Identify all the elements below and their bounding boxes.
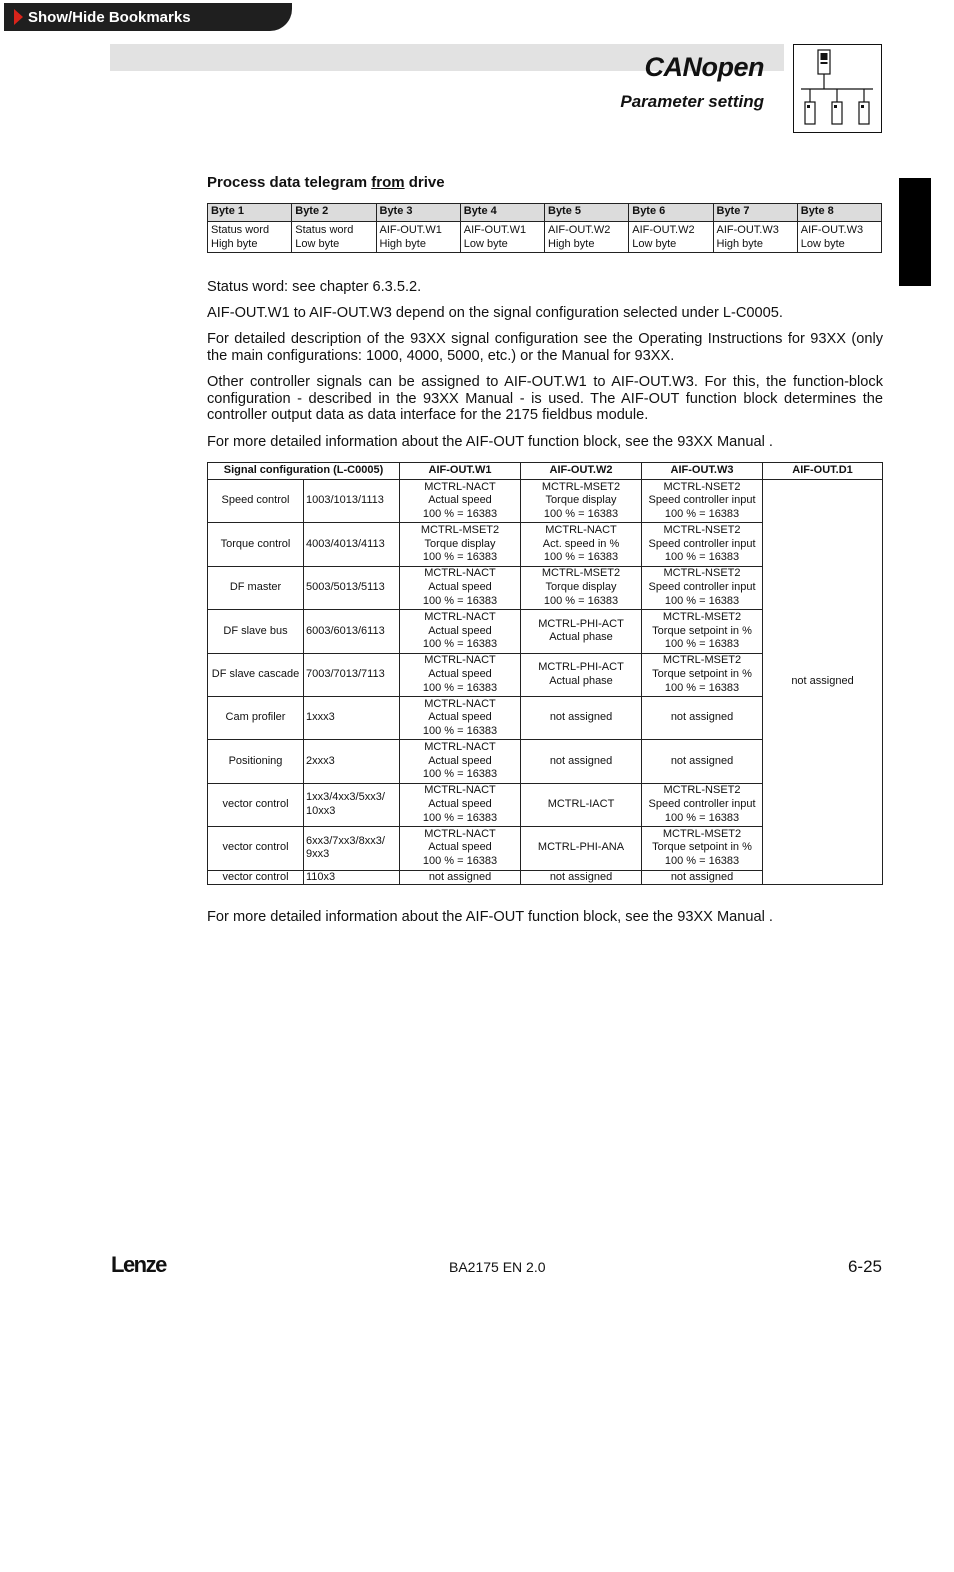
aif-out-w2-cell: MCTRL-PHI-ACT Actual phase	[521, 653, 642, 696]
aif-out-w1-cell: MCTRL-NACT Actual speed 100 % = 16383	[400, 783, 521, 826]
byte-table	[207, 203, 882, 253]
config-codes-cell: 7003/7013/7113	[304, 653, 400, 696]
network-topology-icon	[793, 44, 882, 133]
aif-out-w3-cell: MCTRL-MSET2 Torque setpoint in % 100 % = 16383	[642, 827, 763, 870]
aif-out-d1-cell: not assigned	[763, 480, 883, 885]
config-codes-cell: 4003/4013/4113	[304, 523, 400, 566]
header-aif-out-w2: AIF-OUT.W2	[521, 463, 642, 480]
byte-table-header-row	[208, 204, 882, 222]
byte-header: Byte 4	[460, 204, 544, 222]
aif-out-w2-cell: MCTRL-MSET2 Torque display 100 % = 16383	[521, 480, 642, 523]
aif-out-w1-cell: MCTRL-NACT Actual speed 100 % = 16383	[400, 827, 521, 870]
config-name-cell: Cam profiler	[208, 696, 304, 739]
config-name-cell: Torque control	[208, 523, 304, 566]
config-name-cell: DF slave cascade	[208, 653, 304, 696]
show-hide-bookmarks-button[interactable]	[4, 3, 292, 31]
config-name-cell: vector control	[208, 870, 304, 885]
config-codes-cell: 1003/1013/1113	[304, 480, 400, 523]
byte-cell: AIF-OUT.W3 High byte	[713, 222, 797, 253]
aif-out-w2-cell: MCTRL-PHI-ANA	[521, 827, 642, 870]
chapter-tab-marker	[899, 178, 931, 286]
config-codes-cell: 5003/5013/5113	[304, 566, 400, 609]
byte-header: Byte 1	[208, 204, 292, 222]
config-codes-cell: 110x3	[304, 870, 400, 885]
aif-out-w3-cell: not assigned	[642, 740, 763, 783]
byte-cell: Status word High byte	[208, 222, 292, 253]
byte-cell: AIF-OUT.W1 Low byte	[460, 222, 544, 253]
signal-table-header-row	[208, 463, 883, 480]
aif-out-w3-cell: MCTRL-MSET2 Torque setpoint in % 100 % = 16383	[642, 653, 763, 696]
config-name-cell: DF slave bus	[208, 610, 304, 653]
lenze-logo: Lenze	[111, 1252, 166, 1277]
byte-cell: Status word Low byte	[292, 222, 376, 253]
byte-header: Byte 2	[292, 204, 376, 222]
bookmarks-button-label: Show/Hide Bookmarks	[28, 8, 191, 26]
page-subtitle: Parameter setting	[620, 92, 764, 111]
aif-out-w3-cell: MCTRL-NSET2 Speed controller input 100 % = 16383	[642, 523, 763, 566]
header-signal-configuration: Signal configuration (L-C0005)	[208, 463, 400, 480]
config-name-cell: Positioning	[208, 740, 304, 783]
aif-out-w1-cell: MCTRL-NACT Actual speed 100 % = 16383	[400, 696, 521, 739]
aif-out-w3-cell: MCTRL-NSET2 Speed controller input 100 % = 16383	[642, 566, 763, 609]
paragraph-signal-configuration: For detailed description of the 93XX signal configuration see the Operating Instructions for 93XX (only the main configurations: 1000, 4000, 5000, etc.) or the Manual for 93XX.	[207, 331, 883, 364]
aif-out-w2-cell: MCTRL-PHI-ACT Actual phase	[521, 610, 642, 653]
aif-out-w3-cell: not assigned	[642, 870, 763, 885]
aif-out-w1-cell: MCTRL-MSET2 Torque display 100 % = 16383	[400, 523, 521, 566]
byte-cell: AIF-OUT.W2 High byte	[545, 222, 629, 253]
aif-out-w1-cell: MCTRL-NACT Actual speed 100 % = 16383	[400, 480, 521, 523]
aif-out-w3-cell: MCTRL-NSET2 Speed controller input 100 % = 16383	[642, 480, 763, 523]
byte-header: Byte 5	[545, 204, 629, 222]
paragraph-more-info: For more detailed information about the AIF-OUT function block, see the 93XX Manual .	[207, 434, 773, 450]
aif-out-w2-cell: not assigned	[521, 870, 642, 885]
aif-out-w2-cell: not assigned	[521, 740, 642, 783]
byte-header: Byte 8	[797, 204, 881, 222]
aif-out-w1-cell: MCTRL-NACT Actual speed 100 % = 16383	[400, 653, 521, 696]
aif-out-w2-cell: not assigned	[521, 696, 642, 739]
config-codes-cell: 6003/6013/6113	[304, 610, 400, 653]
paragraph-more-info-after-table: For more detailed information about the AIF-OUT function block, see the 93XX Manual .	[207, 909, 773, 925]
section-title: Process data telegram from drive	[207, 174, 445, 191]
header-aif-out-d1: AIF-OUT.D1	[763, 463, 883, 480]
aif-out-w3-cell: not assigned	[642, 696, 763, 739]
page-number: 6-25	[847, 1257, 882, 1276]
byte-cell: AIF-OUT.W2 Low byte	[629, 222, 713, 253]
byte-table-row	[208, 222, 882, 253]
aif-out-w1-cell: MCTRL-NACT Actual speed 100 % = 16383	[400, 610, 521, 653]
signal-configuration-table	[207, 462, 883, 885]
aif-out-w1-cell: MCTRL-NACT Actual speed 100 % = 16383	[400, 566, 521, 609]
byte-cell: AIF-OUT.W3 Low byte	[797, 222, 881, 253]
config-codes-cell: 6xx3/7xx3/8xx3/ 9xx3	[304, 827, 400, 870]
config-name-cell: vector control	[208, 783, 304, 826]
page-title: CANopen	[644, 52, 764, 82]
aif-out-w2-cell: MCTRL-IACT	[521, 783, 642, 826]
aif-out-w3-cell: MCTRL-MSET2 Torque setpoint in % 100 % = 16383	[642, 610, 763, 653]
byte-cell: AIF-OUT.W1 High byte	[376, 222, 460, 253]
config-name-cell: DF master	[208, 566, 304, 609]
aif-out-w2-cell: MCTRL-NACT Act. speed in % 100 % = 16383	[521, 523, 642, 566]
header-aif-out-w1: AIF-OUT.W1	[400, 463, 521, 480]
paragraph-status-word: Status word: see chapter 6.3.5.2.	[207, 279, 422, 295]
paragraph-signal-dependency: AIF-OUT.W1 to AIF-OUT.W3 depend on the signal configuration selected under L-C0005.	[207, 305, 783, 321]
triangle-right-icon	[14, 9, 23, 25]
config-name-cell: Speed control	[208, 480, 304, 523]
aif-out-w1-cell: not assigned	[400, 870, 521, 885]
config-codes-cell: 1xxx3	[304, 696, 400, 739]
config-name-cell: vector control	[208, 827, 304, 870]
table-row	[208, 480, 883, 523]
byte-header: Byte 6	[629, 204, 713, 222]
document-id: BA2175 EN 2.0	[449, 1259, 546, 1275]
config-codes-cell: 2xxx3	[304, 740, 400, 783]
header-aif-out-w3: AIF-OUT.W3	[642, 463, 763, 480]
aif-out-w1-cell: MCTRL-NACT Actual speed 100 % = 16383	[400, 740, 521, 783]
aif-out-w2-cell: MCTRL-MSET2 Torque display 100 % = 16383	[521, 566, 642, 609]
aif-out-w3-cell: MCTRL-NSET2 Speed controller input 100 % = 16383	[642, 783, 763, 826]
config-codes-cell: 1xx3/4xx3/5xx3/ 10xx3	[304, 783, 400, 826]
byte-header: Byte 7	[713, 204, 797, 222]
paragraph-other-signals: Other controller signals can be assigned to AIF-OUT.W1 to AIF-OUT.W3. For this, the function-block configuration - described in the 93XX Manual - is used. The AIF-OUT function block determines the controller output data as data interface for the 2175 fieldbus module.	[207, 374, 883, 423]
byte-header: Byte 3	[376, 204, 460, 222]
